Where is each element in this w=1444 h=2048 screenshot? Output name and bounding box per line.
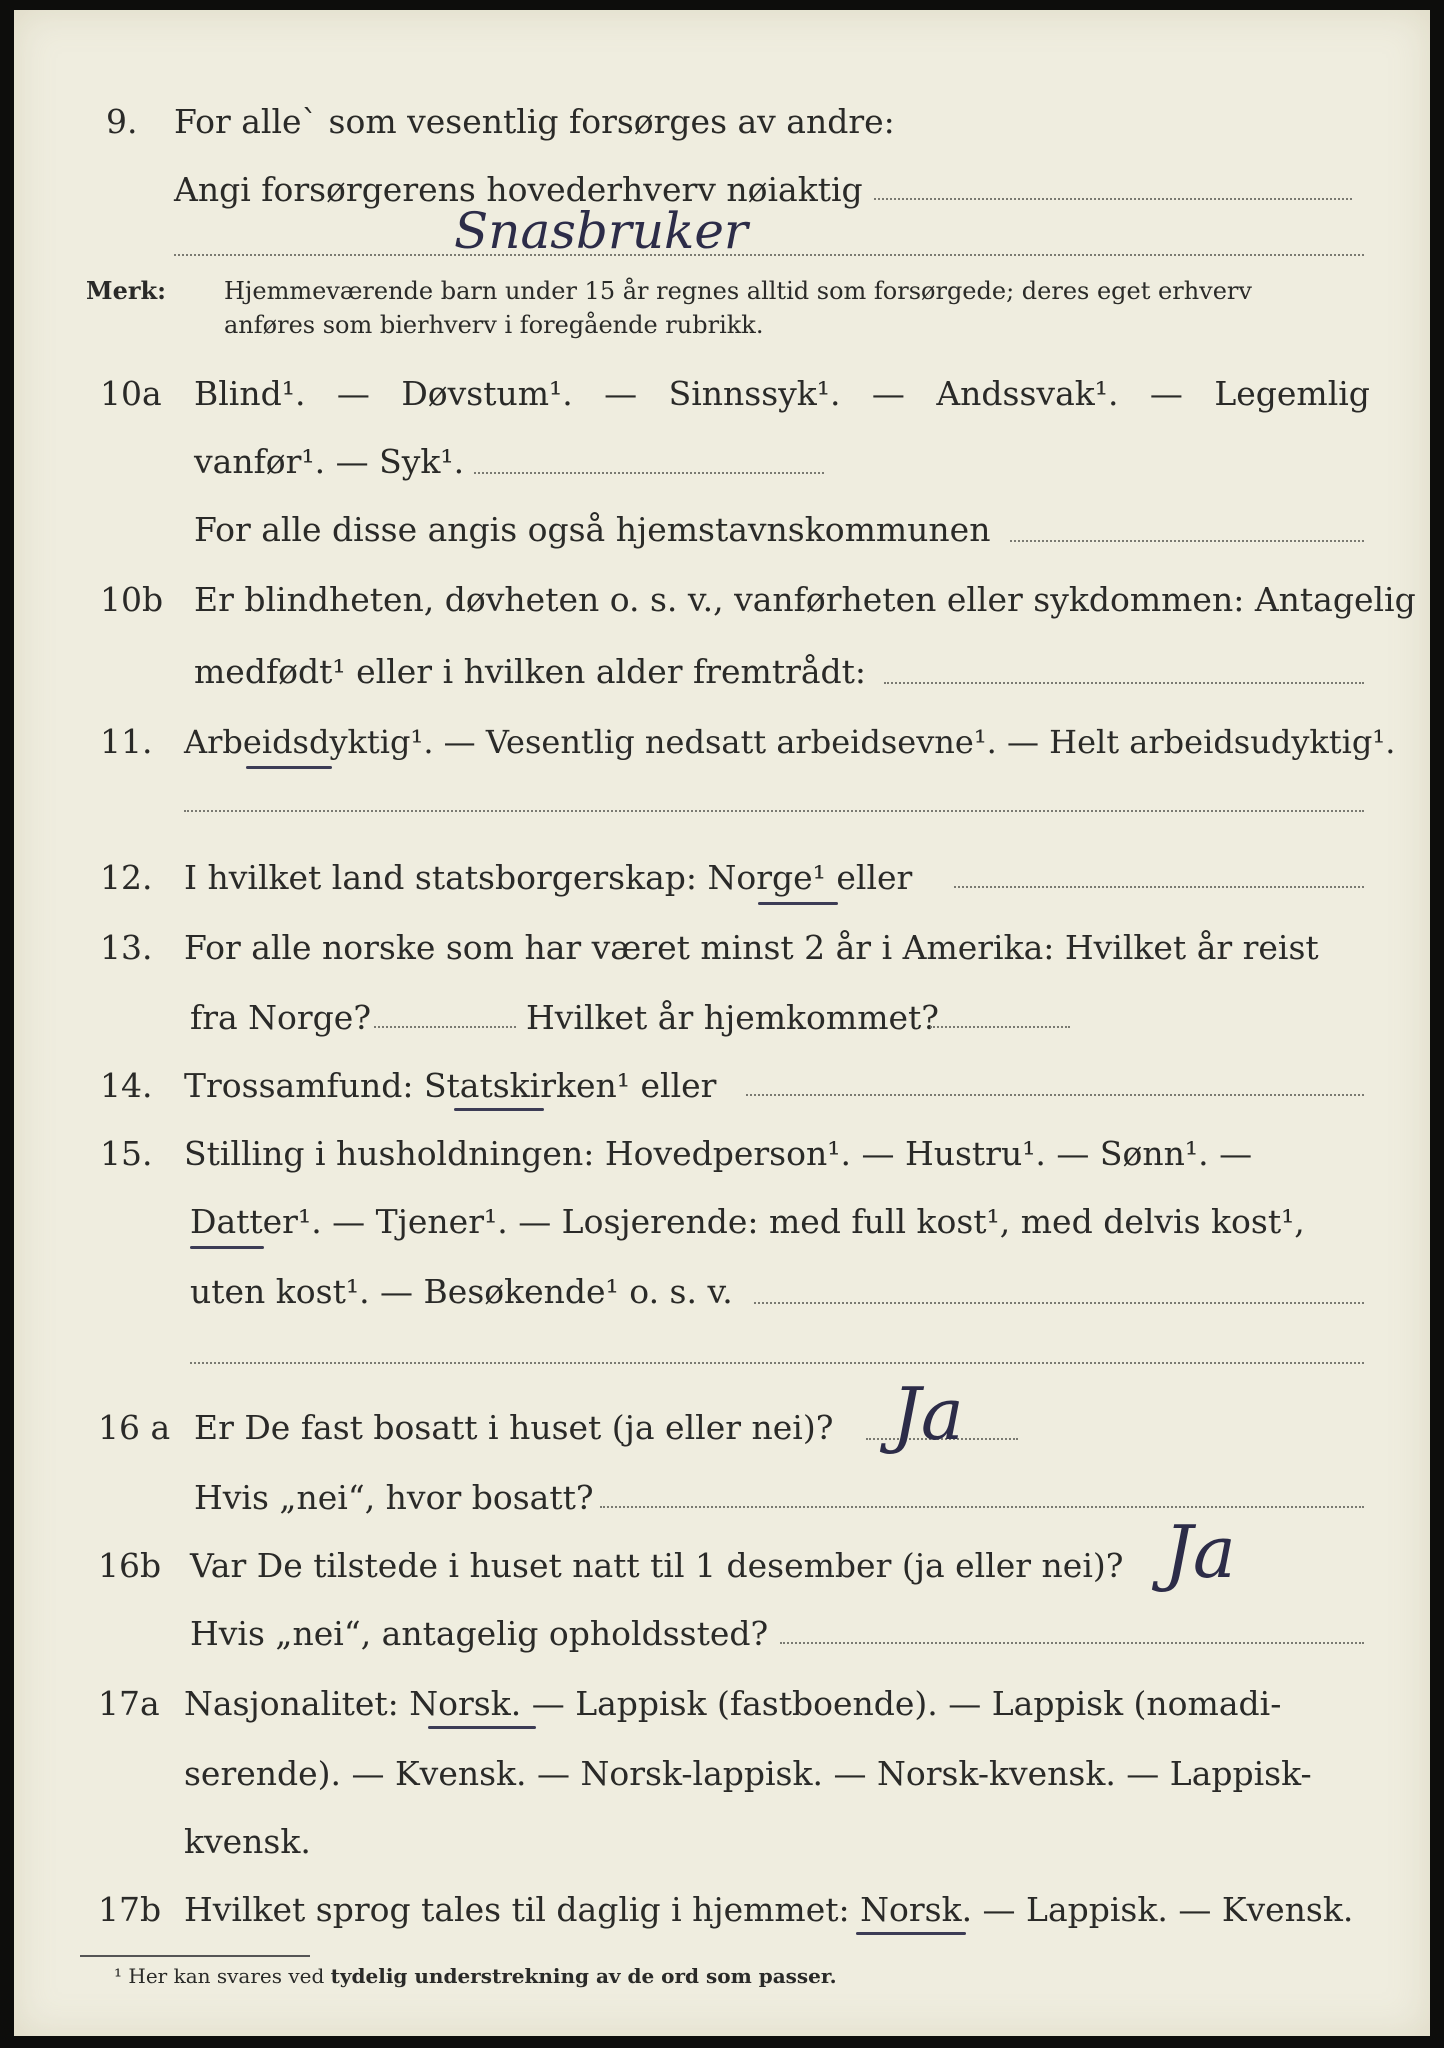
question-number: 16b	[98, 1546, 162, 1585]
question-text: Hvilket år hjemkommet?	[526, 998, 939, 1037]
underline-mark	[454, 1108, 544, 1111]
question-text: kvensk.	[184, 1822, 311, 1861]
answer-line	[174, 254, 1364, 256]
footnote-text-bold: tydelig understrekning av de ord som passer.	[330, 1964, 837, 1988]
answer-line	[184, 810, 1364, 812]
question-text: Datter¹. — Tjener¹. — Losjerende: med full kost¹, med delvis kost¹,	[190, 1202, 1305, 1241]
question-text: Hvilket sprog tales til daglig i hjemmet: Norsk. — Lappisk. — Kvensk.	[184, 1890, 1354, 1929]
question-text: For alle norske som har været minst 2 år i Amerika: Hvilket år reist	[184, 928, 1319, 967]
answer-leader	[874, 198, 1352, 200]
question-text: Arbeidsdyktig¹. — Vesentlig nedsatt arbeidsevne¹. — Helt arbeidsudyktig¹.	[184, 723, 1396, 761]
dash: —	[604, 374, 638, 413]
underline-mark	[758, 902, 838, 905]
question-number: 11.	[100, 722, 153, 761]
option-dovstum: Døvstum¹.	[401, 374, 573, 413]
underline-mark	[190, 1246, 264, 1249]
question-text: Er blindheten, døvheten o. s. v., vanførheten eller sykdommen: Antagelig	[194, 580, 1416, 619]
option-sinnssyk: Sinnssyk¹.	[668, 374, 841, 413]
question-text: Nasjonalitet: Norsk. — Lappisk (fastboende). — Lappisk (nomadi-	[184, 1684, 1282, 1723]
underline-mark	[856, 1932, 966, 1935]
question-text: I hvilket land statsborgerskap: Norge¹ eller	[184, 858, 913, 897]
question-text: Hvis „nei“, hvor bosatt?	[194, 1478, 594, 1517]
answer-line	[190, 1362, 1364, 1364]
question-number: 15.	[100, 1134, 153, 1173]
census-form-page	[14, 10, 1430, 2036]
question-text: For alle disse angis også hjemstavnskommunen	[194, 510, 991, 549]
question-text: Stilling i husholdningen: Hovedperson¹. — Hustru¹. — Sønn¹. —	[184, 1134, 1253, 1173]
handwritten-answer: Ja	[1164, 1510, 1236, 1594]
question-text: Var De tilstede i huset natt til 1 desember (ja eller nei)?	[190, 1546, 1124, 1585]
answer-leader	[1010, 540, 1364, 542]
question-text: fra Norge?	[190, 998, 372, 1037]
answer-leader	[746, 1094, 1364, 1096]
question-text: For alle` som vesentlig forsørges av andre:	[174, 102, 895, 141]
question-text: Angi forsørgerens hovederhverv nøiaktig	[174, 170, 863, 209]
question-text: medfødt¹ eller i hvilken alder fremtrådt:	[194, 652, 867, 691]
question-text: Hvis „nei“, antagelig opholdssted?	[190, 1614, 769, 1653]
option-blind: Blind¹.	[194, 374, 306, 413]
answer-leader	[884, 682, 1364, 684]
question-number: 9.	[106, 102, 138, 141]
note-text: anføres som bierhverv i foregående rubrikk.	[224, 311, 764, 339]
question-number: 17b	[98, 1890, 162, 1929]
question-text: uten kost¹. — Besøkende¹ o. s. v.	[190, 1272, 733, 1311]
footnote-mark: ¹	[114, 1964, 123, 1988]
question-number: 12.	[100, 858, 153, 897]
answer-leader	[954, 886, 1364, 888]
footnote	[114, 1964, 837, 1988]
question-number: 16 a	[98, 1408, 171, 1447]
dash: —	[1149, 374, 1183, 413]
question-text: vanfør¹. — Syk¹.	[194, 442, 465, 481]
underline-mark	[428, 1726, 536, 1729]
question-number: 10a	[100, 374, 162, 413]
answer-leader	[374, 1026, 516, 1028]
note-label: Merk:	[86, 276, 166, 305]
option-andssvak: Andssvak¹.	[936, 374, 1119, 413]
footnote-text: Her kan svares ved	[128, 1964, 331, 1988]
question-text: serende). — Kvensk. — Norsk-lappisk. — Norsk-kvensk. — Lappisk-	[184, 1754, 1312, 1793]
note-text: Hjemmeværende barn under 15 år regnes alltid som forsørgede; deres eget erhverv	[224, 277, 1252, 305]
answer-leader	[474, 472, 824, 474]
question-number: 14.	[100, 1066, 153, 1105]
footnote-rule	[80, 1955, 310, 1957]
answer-leader	[780, 1642, 1364, 1644]
question-text: Trossamfund: Statskirken¹ eller	[184, 1066, 717, 1105]
underline-mark	[246, 766, 332, 769]
dash: —	[336, 374, 370, 413]
answer-leader	[600, 1506, 1364, 1508]
handwritten-answer: Snasbruker	[454, 202, 748, 260]
question-text: Er De fast bosatt i huset (ja eller nei)?	[194, 1408, 834, 1447]
answer-leader	[754, 1302, 1364, 1304]
question-number: 17a	[98, 1684, 160, 1723]
option-legemlig: Legemlig	[1214, 374, 1370, 413]
question-number: 10b	[100, 580, 164, 619]
question-number: 13.	[100, 928, 153, 967]
answer-leader	[930, 1026, 1070, 1028]
dash: —	[871, 374, 905, 413]
handwritten-answer: Ja	[892, 1372, 964, 1456]
